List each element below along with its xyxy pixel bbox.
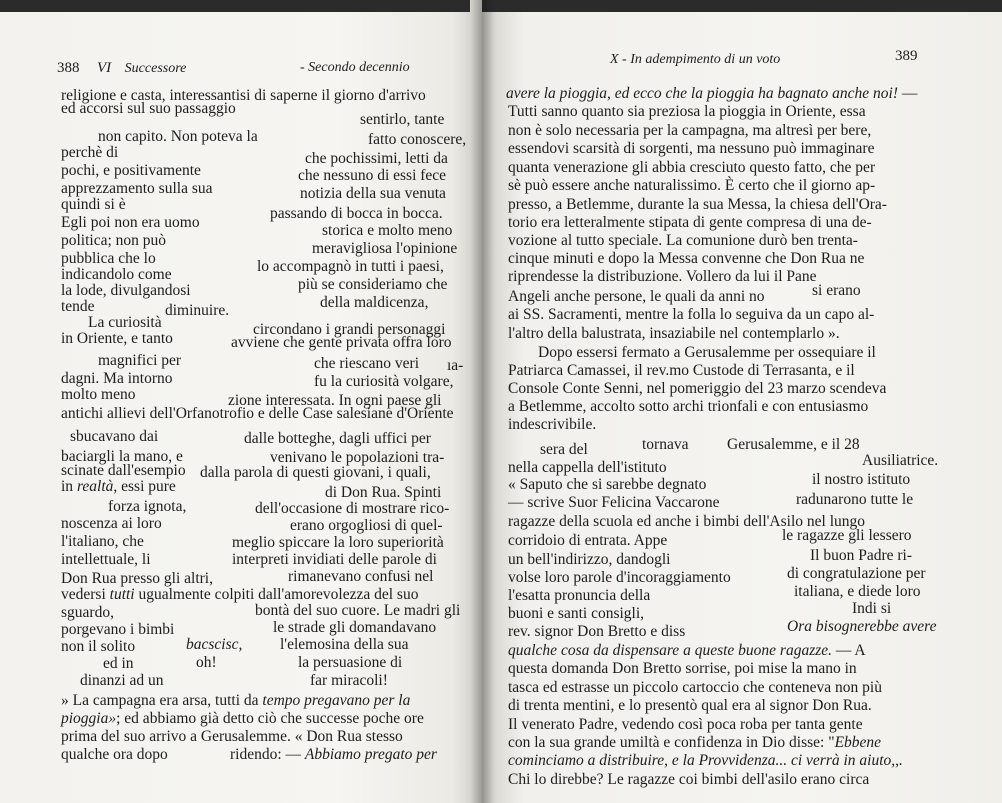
text-line: questa domanda Don Bretto sorrise, poi mise la mano in bbox=[508, 660, 857, 677]
text-line: vozione al tutto speciale. La comunione durò ben trenta- bbox=[508, 232, 858, 249]
text-line: Il venerato Padre, vedendo così poca roba per tanta gente bbox=[508, 716, 863, 733]
text-line: di Don Rua. Spinti bbox=[325, 484, 442, 501]
text-line bbox=[61, 692, 410, 710]
text-line: circondano i grandi personaggi bbox=[253, 321, 446, 338]
text-line: essendovi scarsità di sorgenti, ma nessuno può immaginare bbox=[508, 140, 875, 157]
text-line: dalla parola di questi giovani, i quali, bbox=[200, 464, 431, 481]
text-line: corridoio di entrata. Appe bbox=[508, 532, 668, 549]
text-line: non il solito bbox=[61, 638, 136, 655]
text-line: che pochissimi, letti da bbox=[305, 150, 448, 167]
text-line: tasca ed estrasse un piccolo cartoccio che conteneva non più bbox=[508, 679, 882, 696]
italic-word: bacscisc, bbox=[186, 636, 243, 653]
text-line: indescrivibile. bbox=[508, 416, 597, 433]
text-line: venivano le popolazioni tra- bbox=[270, 449, 445, 466]
text-line: ed in bbox=[103, 655, 134, 672]
text-line: dell'occasione di mostrare rico- bbox=[255, 500, 450, 517]
text-line: la persuasione di bbox=[298, 654, 403, 671]
text-line: la lode, divulgandosi bbox=[61, 282, 191, 299]
text-line: di congratulazione per bbox=[787, 565, 926, 582]
text-line bbox=[508, 734, 881, 752]
text-line: avviene che gente privata offra loro bbox=[231, 334, 452, 351]
text-line: prima del suo arrivo a Gerusalemme. « Don Rua stesso bbox=[61, 728, 403, 745]
text-line: radunarono tutte le bbox=[796, 491, 914, 508]
text-line: interpreti invidiati delle parole di bbox=[232, 551, 437, 568]
text-line bbox=[506, 85, 917, 103]
book-gutter-shadow bbox=[470, 0, 494, 803]
text-fragment: ; ed abbiamo già detto ciò che successe poche ore bbox=[116, 710, 424, 727]
text-line: storica e molto meno bbox=[322, 222, 453, 239]
italic-phrase: pioggia» bbox=[61, 710, 117, 727]
text-line: zione interessata. In ogni paese gli bbox=[228, 392, 442, 409]
text-line: riprendesse la distribuzione. Vollero da lui il Pane bbox=[508, 268, 817, 285]
text-line: — scrive Suor Felicina Vaccarone bbox=[508, 494, 720, 511]
text-line: perchè di bbox=[61, 144, 119, 161]
text-fragment: — bbox=[898, 85, 918, 102]
text-line: il nostro istituto bbox=[812, 471, 911, 488]
running-header-left bbox=[57, 60, 186, 77]
text-line: nella cappella dell'istituto bbox=[508, 459, 667, 476]
text-line: « Saputo che si sarebbe degnato bbox=[508, 476, 707, 493]
text-line: Tutti sanno quanto sia preziosa la pioggia in Oriente, essa bbox=[508, 103, 866, 120]
text-line: un bell'indirizzo, dandogli bbox=[508, 551, 671, 568]
text-line: Angeli anche persone, le quali da anni no bbox=[508, 288, 765, 305]
text-line: più se consideriamo che bbox=[298, 276, 448, 293]
text-line: cinque minuti e dopo la Messa convenne che Don Rua ne bbox=[508, 250, 865, 267]
text-line: volse loro parole d'incoraggiamento bbox=[508, 569, 731, 586]
text-line: baciargli la mano, e bbox=[61, 448, 183, 465]
text-line: diminuire. bbox=[165, 302, 230, 319]
text-line: si erano bbox=[812, 282, 861, 299]
text-line: quindi si è bbox=[61, 196, 126, 213]
text-line: buoni e santi consigli, bbox=[508, 605, 645, 622]
text-line: sbucavano dai bbox=[70, 428, 159, 445]
text-line: Patriarca Camassei, il rev.mo Custode di Terrasanta, e il bbox=[508, 362, 855, 379]
text-line: oh! bbox=[196, 654, 217, 671]
text-line: Egli poi non era uomo bbox=[61, 214, 200, 231]
chapter-title: Successore bbox=[124, 61, 187, 76]
text-line: l'elemosina della sua bbox=[280, 636, 409, 653]
text-line: Ausiliatrice. bbox=[862, 452, 939, 469]
text-line: sentirlo, tante bbox=[360, 111, 445, 128]
text-line: quanta venerazione gli abbia cresciuto questo fatto, che per bbox=[508, 159, 876, 176]
text-line: dinanzi ad un bbox=[80, 672, 164, 689]
text-line: far miracoli! bbox=[310, 672, 388, 689]
text-line: che riescano veri bbox=[314, 355, 419, 372]
text-line: che nessuno di essi fece bbox=[298, 167, 447, 184]
text-line: bontà del suo cuore. Le madri gli bbox=[255, 602, 461, 619]
text-line: italiana, e diede loro bbox=[794, 583, 921, 600]
italic-phrase: cominciamo a distribuire, e la Provvidenza... ci verrà in aiuto,,. bbox=[508, 752, 903, 769]
text-line: pubblica che lo bbox=[61, 250, 156, 267]
text-line: apprezzamento sulla sua bbox=[61, 180, 213, 197]
text-line: meglio spiccare la loro superiorità bbox=[232, 534, 444, 551]
text-line: Console Conte Senni, nel pomeriggio del 23 marzo scendeva bbox=[508, 380, 887, 397]
text-line: rimanevano confusi nel bbox=[288, 568, 434, 585]
text-line: l'altro della balustrata, insaziabile nel contemplarlo ». bbox=[508, 325, 840, 342]
page-number: 388 bbox=[57, 60, 80, 76]
text-line: ragazze della scuola ed anche i bimbi dell'Asilo nel lungo bbox=[508, 513, 866, 530]
text-line: Don Rua presso gli altri, bbox=[61, 570, 213, 587]
text-line: in Oriente, e tanto bbox=[61, 330, 173, 347]
text-fragment: » La campagna era arsa, tutti da bbox=[61, 692, 259, 709]
text-fragment: — A bbox=[832, 642, 866, 659]
text-line: erano orgogliosi di quel- bbox=[290, 517, 443, 534]
page-top-edge bbox=[482, 0, 1002, 12]
italic-phrase: Ora bisognerebbe avere bbox=[787, 618, 937, 635]
text-line: porgevano i bimbi bbox=[61, 621, 175, 638]
text-line: tornava bbox=[642, 436, 689, 453]
right-page bbox=[482, 0, 1002, 803]
text-line: magnifici per bbox=[98, 352, 182, 369]
text-line bbox=[230, 746, 437, 764]
text-line: qualche ora dopo bbox=[61, 746, 168, 763]
text-line: dagni. Ma intorno bbox=[61, 370, 173, 387]
text-line: presso, a Betlemme, durante la sua Messa, la chiesa dell'Ora- bbox=[508, 196, 887, 213]
text-line: sera del bbox=[540, 441, 588, 458]
text-fragment: in bbox=[61, 478, 74, 495]
text-line: ıa- bbox=[447, 357, 464, 374]
text-line: scinate dall'esempio bbox=[61, 462, 186, 479]
text-line bbox=[61, 478, 176, 496]
text-line: Gerusalemme, e il 28 bbox=[727, 436, 860, 453]
italic-phrase: avere la pioggia, ed ecco che la pioggia ha bagnato anche noi! bbox=[506, 85, 898, 102]
text-line bbox=[508, 642, 866, 660]
text-line: passando di bocca in bocca. bbox=[270, 205, 443, 222]
text-line: fatto conoscere, bbox=[368, 131, 467, 148]
text-line: sguardo, bbox=[61, 604, 114, 621]
text-line: ed accorsi sul suo passaggio bbox=[61, 100, 236, 117]
italic-word: tutti bbox=[109, 586, 135, 603]
text-line: indicandolo come bbox=[61, 266, 172, 283]
text-line: antichi allievi dell'Orfanotrofio e delle Case salesiane d'Oriente bbox=[61, 405, 454, 422]
text-line: fu la curiosità volgare, bbox=[314, 373, 454, 390]
text-line: della maldicenza, bbox=[320, 294, 429, 311]
italic-phrase: qualche cosa da dispensare a queste buone ragazze. bbox=[508, 642, 833, 659]
italic-phrase: Ebbene bbox=[834, 734, 882, 751]
left-page bbox=[0, 0, 482, 803]
text-line: ai SS. Sacramenti, mentre la folla lo seguiva da un capo al- bbox=[508, 306, 875, 323]
text-line: noscenza ai loro bbox=[61, 515, 162, 532]
text-line: sè può essere anche naturalissimo. È certo che il giorno ap- bbox=[508, 177, 876, 194]
text-line: rev. signor Don Bretto e diss bbox=[508, 623, 686, 640]
text-line: Indi si bbox=[852, 600, 892, 617]
text-line: lo accompagnò in tutti i paesi, bbox=[257, 258, 444, 275]
text-line: intellettuale, li bbox=[61, 551, 151, 568]
text-line: torio era letteralmente stipata di gente compresa di una de- bbox=[508, 214, 872, 231]
text-line: notizia della sua venuta bbox=[300, 185, 446, 202]
text-line: Il buon Padre ri- bbox=[810, 547, 913, 564]
text-fragment: con la sua grande umiltà e confidenza in Dio disse: " bbox=[508, 734, 835, 751]
text-fragment: , essi pure bbox=[113, 478, 176, 495]
section-title: - Secondo decennio bbox=[300, 60, 410, 75]
text-line: le ragazze gli lessero bbox=[782, 527, 912, 544]
italic-word: realtà bbox=[76, 478, 114, 495]
text-fragment: ridendo: — bbox=[230, 746, 302, 763]
text-line: pochi, e positivamente bbox=[61, 162, 201, 179]
text-line: dalle botteghe, dagli uffici per bbox=[244, 430, 431, 447]
text-line: di trenta mentini, e lo presentò qual era al signor Don Rua. bbox=[508, 697, 872, 714]
text-line: le strade gli domandavano bbox=[273, 619, 437, 636]
text-line: non è solo necessaria per la campagna, ma altresì per bere, bbox=[508, 122, 872, 139]
running-header-right: X - In adempimento di un voto bbox=[610, 52, 781, 67]
chapter-number: VI bbox=[97, 60, 112, 76]
page-number-wrap bbox=[895, 48, 918, 65]
page-top-edge bbox=[0, 0, 470, 12]
text-line: molto meno bbox=[61, 386, 136, 403]
italic-phrase: tempo pregavano per la bbox=[262, 692, 411, 709]
text-line: forza ignota, bbox=[108, 498, 187, 515]
text-line: Dopo essersi fermato a Gerusalemme per ossequiare il bbox=[538, 344, 876, 361]
text-fragment: ugualmente colpiti dall'amorevolezza del suo bbox=[138, 586, 419, 603]
text-line: tende bbox=[61, 298, 95, 315]
text-line: Chi lo direbbe? Le ragazze coi bimbi dell'asilo erano circa bbox=[508, 771, 870, 788]
italic-phrase: Abbiamo pregato per bbox=[304, 746, 437, 763]
text-line bbox=[61, 710, 424, 728]
text-line: religione e casta, interessantisi di saperne il giorno d'arrivo bbox=[61, 87, 426, 104]
text-line: La curiosità bbox=[88, 314, 162, 331]
text-fragment: vedersi bbox=[61, 586, 106, 603]
text-line: l'esatta pronuncia della bbox=[508, 587, 651, 604]
text-line: a Betlemme, accolto sotto archi trionfali e con entusiasmo bbox=[508, 398, 869, 415]
text-line: politica; non può bbox=[61, 232, 167, 249]
text-line: l'italiano, che bbox=[61, 533, 144, 550]
page-number: 389 bbox=[895, 48, 918, 64]
text-line: meravigliosa l'opinione bbox=[312, 240, 458, 257]
text-line: non capito. Non poteva la bbox=[98, 128, 258, 145]
